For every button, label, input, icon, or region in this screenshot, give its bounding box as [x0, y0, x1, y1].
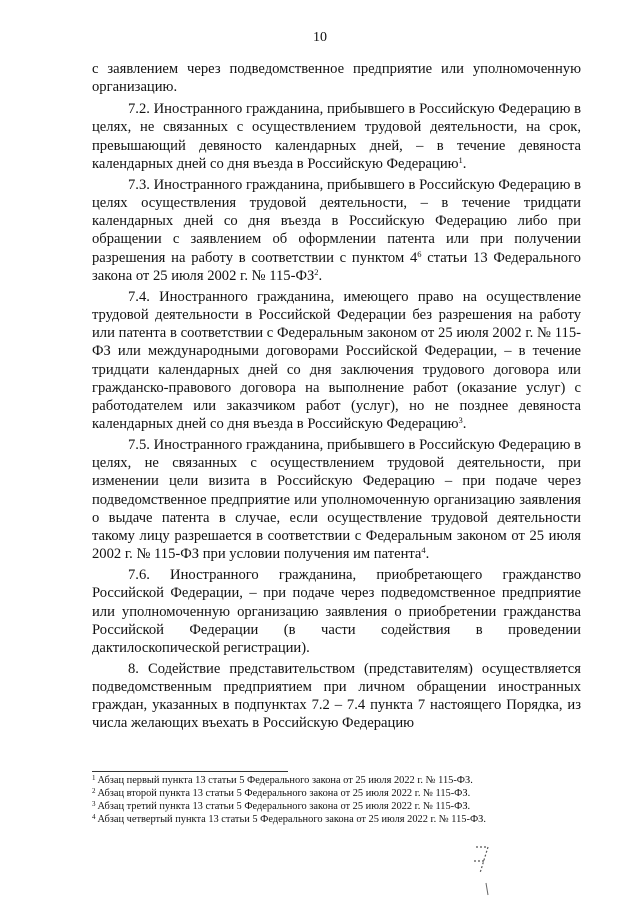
footnote-text: Абзац третий пункта 13 статьи 5 Федерального закона от 25 июля 2022 г. № 115-ФЗ. — [97, 800, 471, 812]
paragraph-tail: . — [318, 267, 323, 284]
paragraph-text-continued: статьи 13 Федерального закона от 25 июля 2002 г. № 115-ФЗ — [92, 249, 581, 284]
paragraph-7-4 — [92, 288, 581, 433]
footnote-ref: 2 — [314, 266, 319, 277]
footnote-text: Абзац четвертый пункта 13 статьи 5 Федерального закона от 25 июля 2022 г. № 115-ФЗ. — [97, 813, 486, 825]
footnote-1 — [92, 775, 581, 788]
paragraph-tail: . — [462, 155, 467, 172]
page-number: 10 — [313, 30, 327, 45]
superscript-number: 6 — [417, 248, 422, 259]
footnote-ref: 3 — [458, 414, 463, 425]
paragraph-text: 7.2. Иностранного гражданина, прибывшего в Российскую Федерацию в целях, не связанных с осуществлением трудовой деятельности, на срок, превышающий девяносто календарных дней, – в течение девяноста календарных дней со дня въезда в Российскую Федерацию — [92, 101, 581, 172]
footnote-marker: 3 — [92, 799, 96, 808]
paragraph-7-5 — [92, 436, 581, 563]
handwritten-mark — [470, 843, 510, 898]
paragraph-text: 7.6. Иностранного гражданина, приобретающего гражданство Российской Федерации, – при подаче через подведомственное предприятие или уполномоченную организацию заявления о приобретении гражданства Российской Федерации (в части содействия в проведении дактилоскопической регистрации). — [92, 567, 581, 656]
paragraph-text: 8. Содействие представительством (представителям) осуществляется подведомственным предприятием при личном обращении иностранных граждан, указанных в подпунктах 7.2 – 7.4 пункта 7 настоящего Порядка, из числа желающих въехать в Российскую Федерацию — [92, 661, 581, 732]
footnote-3 — [92, 801, 581, 814]
paragraph-7-6 — [92, 566, 581, 657]
document-body — [92, 60, 581, 733]
paragraph-7-3 — [92, 176, 581, 285]
paragraph-text: с заявлением через подведомственное предприятие или уполномоченную организацию. — [92, 61, 581, 96]
footnote-2 — [92, 788, 581, 801]
paragraph-text: 7.5. Иностранного гражданина, прибывшего в Российскую Федерацию в целях, не связанных с осуществлением трудовой деятельности, при изменении цели визита в Российскую Федерацию – при подаче через подведомственное предприятие или уполномоченную организацию заявления о выдаче патента в случае, если осуществление трудовой деятельности такому лицу разрешается в соответствии с Федеральным законом от 25 июля 2002 г. № 115-ФЗ при условии получения им патента — [92, 437, 581, 563]
footnote-text: Абзац второй пункта 13 статьи 5 Федерального закона от 25 июля 2022 г. № 115-ФЗ. — [97, 787, 471, 799]
footnotes-section — [92, 771, 581, 827]
footnote-text: Абзац первый пункта 13 статьи 5 Федерального закона от 25 июля 2022 г. № 115-ФЗ. — [97, 775, 473, 786]
paragraph-text: 7.3. Иностранного гражданина, прибывшего в Российскую Федерацию в целях осуществления трудовой деятельности, – в течение тридцати календарных дней со дня въезда в Российскую Федерацию либо при обращении с заявлением об оформлении патента или при получении разрешения на работу в соответствии с пунктом 4 — [92, 176, 581, 266]
footnote-marker: 2 — [92, 786, 96, 795]
footnote-divider — [92, 771, 288, 772]
paragraph-tail: . — [425, 546, 430, 563]
footnote-ref: 4 — [421, 545, 426, 556]
footnote-ref: 1 — [458, 154, 463, 165]
paragraph-8 — [92, 660, 581, 733]
paragraph-text: 7.4. Иностранного гражданина, имеющего право на осуществление трудовой деятельности в Российской Федерации без разрешения на работу или патента в соответствии с Федеральным законом от 25 июля 2002 г. № 115-ФЗ или международными договорами Российской Федерации, – в течение тридцати календарных дней со дня заключения трудового договора или гражданско-правового договора на выполнение работ (оказание услуг) с работодателем или заказчиком работ (услуг), но не позднее девяноста календарных дней со дня въезда в Российскую Федерацию — [92, 288, 581, 432]
footnote-marker: 1 — [92, 774, 96, 782]
footnote-4 — [92, 814, 581, 827]
paragraph-continuation — [92, 60, 581, 96]
footnote-marker: 4 — [92, 812, 96, 821]
paragraph-tail: . — [462, 415, 467, 432]
paragraph-7-2 — [92, 100, 581, 173]
